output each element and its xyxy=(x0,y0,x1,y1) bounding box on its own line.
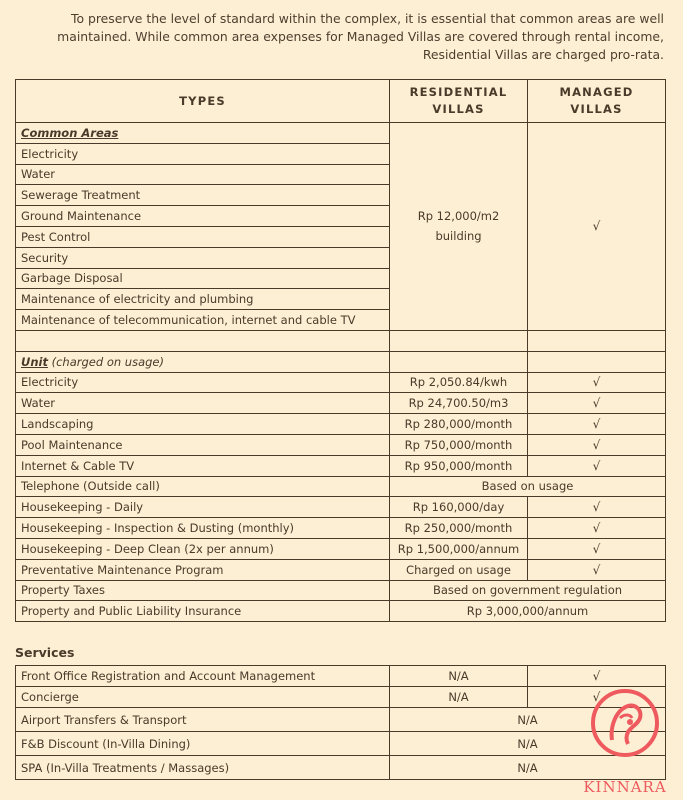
common-areas-title-row xyxy=(16,123,666,144)
intro-line-1: To preserve the level of standard within the complex, it is essential that common areas are well xyxy=(70,11,664,26)
common-area-type: Ground Maintenance xyxy=(16,206,390,227)
kinnara-emblem-icon xyxy=(590,688,660,758)
common-areas-managed-check: √ xyxy=(528,123,666,331)
service-managed-check: √ xyxy=(528,687,666,708)
unit-merged-charge: Based on usage xyxy=(390,476,666,497)
common-areas-title: Common Areas xyxy=(16,123,390,144)
unit-managed-check: √ xyxy=(528,455,666,476)
unit-residential-charge: Charged on usage xyxy=(390,559,528,580)
common-areas-residential-charge: Rp 12,000/m2 building xyxy=(390,123,528,331)
unit-managed-check: √ xyxy=(528,372,666,393)
intro-line-3: Residential Villas are charged pro-rata. xyxy=(422,47,664,62)
service-merged-charge: N/A xyxy=(390,732,666,756)
service-row xyxy=(16,732,666,756)
charges-table xyxy=(15,79,666,622)
common-area-type: Maintenance of telecommunication, internet and cable TV xyxy=(16,310,390,331)
service-type: SPA (In-Villa Treatments / Massages) xyxy=(16,756,390,780)
service-row xyxy=(16,756,666,780)
unit-title-row xyxy=(16,351,666,372)
unit-type: Telephone (Outside call) xyxy=(16,476,390,497)
unit-merged-charge: Rp 3,000,000/annum xyxy=(390,601,666,622)
unit-managed-check: √ xyxy=(528,414,666,435)
unit-type: Pool Maintenance xyxy=(16,434,390,455)
unit-residential-charge: Rp 1,500,000/annum xyxy=(390,538,528,559)
unit-residential-charge: Rp 280,000/month xyxy=(390,414,528,435)
unit-managed-check: √ xyxy=(528,538,666,559)
unit-row xyxy=(16,518,666,539)
unit-managed-check: √ xyxy=(528,559,666,580)
unit-type: Housekeeping - Deep Clean (2x per annum) xyxy=(16,538,390,559)
unit-row xyxy=(16,434,666,455)
unit-type: Housekeeping - Daily xyxy=(16,497,390,518)
intro-line-2: maintained. While common area expenses for Managed Villas are covered through rental income, xyxy=(57,29,664,44)
service-type: Front Office Registration and Account Management xyxy=(16,666,390,687)
unit-residential-charge: Rp 24,700.50/m3 xyxy=(390,393,528,414)
common-area-type: Security xyxy=(16,247,390,268)
service-managed-check: √ xyxy=(528,666,666,687)
unit-row xyxy=(16,393,666,414)
table-header-row xyxy=(16,80,666,123)
service-residential-charge: N/A xyxy=(390,687,528,708)
common-area-type: Sewerage Treatment xyxy=(16,185,390,206)
unit-type: Preventative Maintenance Program xyxy=(16,559,390,580)
unit-title: Unit (charged on usage) xyxy=(16,351,390,372)
header-residential: RESIDENTIAL VILLAS xyxy=(390,80,528,123)
unit-row xyxy=(16,414,666,435)
unit-residential-charge: Rp 750,000/month xyxy=(390,434,528,455)
unit-type: Property and Public Liability Insurance xyxy=(16,601,390,622)
unit-row xyxy=(16,538,666,559)
unit-row xyxy=(16,455,666,476)
header-managed: MANAGED VILLAS xyxy=(528,80,666,123)
unit-managed-check: √ xyxy=(528,497,666,518)
header-types: TYPES xyxy=(16,80,390,123)
unit-type: Electricity xyxy=(16,372,390,393)
common-area-type: Electricity xyxy=(16,143,390,164)
service-type: F&B Discount (In-Villa Dining) xyxy=(16,732,390,756)
unit-row xyxy=(16,476,666,497)
service-row xyxy=(16,708,666,732)
unit-residential-charge: Rp 250,000/month xyxy=(390,518,528,539)
unit-residential-charge: Rp 950,000/month xyxy=(390,455,528,476)
unit-type: Housekeeping - Inspection & Dusting (monthly) xyxy=(16,518,390,539)
common-area-type: Maintenance of electricity and plumbing xyxy=(16,289,390,310)
unit-type: Water xyxy=(16,393,390,414)
unit-row xyxy=(16,601,666,622)
services-table xyxy=(15,665,666,780)
service-row xyxy=(16,666,666,687)
service-type: Concierge xyxy=(16,687,390,708)
spacer-row xyxy=(16,330,666,351)
common-area-type: Pest Control xyxy=(16,226,390,247)
unit-row xyxy=(16,580,666,601)
service-merged-charge: N/A xyxy=(390,756,666,780)
common-area-type: Water xyxy=(16,164,390,185)
service-residential-charge: N/A xyxy=(390,666,528,687)
service-row xyxy=(16,687,666,708)
unit-managed-check: √ xyxy=(528,393,666,414)
unit-merged-charge: Based on government regulation xyxy=(390,580,666,601)
kinnara-logo xyxy=(575,686,675,796)
service-merged-charge: N/A xyxy=(390,708,666,732)
unit-row xyxy=(16,559,666,580)
unit-type: Landscaping xyxy=(16,414,390,435)
unit-residential-charge: Rp 160,000/day xyxy=(390,497,528,518)
unit-managed-check: √ xyxy=(528,518,666,539)
service-type: Airport Transfers & Transport xyxy=(16,708,390,732)
unit-row xyxy=(16,372,666,393)
unit-residential-charge: Rp 2,050.84/kwh xyxy=(390,372,528,393)
unit-type: Internet & Cable TV xyxy=(16,455,390,476)
common-area-type: Garbage Disposal xyxy=(16,268,390,289)
logo-text: KINNARA xyxy=(583,778,667,796)
intro-text xyxy=(12,10,664,64)
unit-row xyxy=(16,497,666,518)
unit-type: Property Taxes xyxy=(16,580,390,601)
unit-managed-check: √ xyxy=(528,434,666,455)
services-title: Services xyxy=(15,645,75,660)
